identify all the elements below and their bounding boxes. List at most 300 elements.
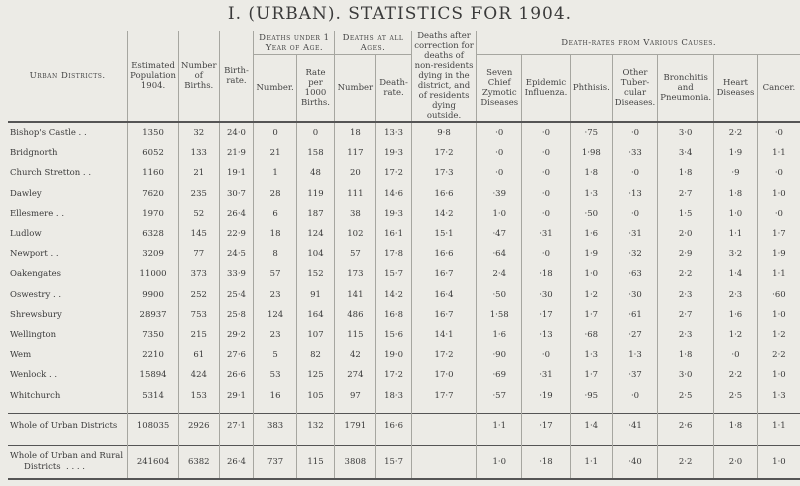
population-cell: 11000 (128, 264, 179, 284)
births-cell: 61 (179, 345, 220, 365)
births-cell: 32 (179, 122, 220, 143)
births-cell: 235 (179, 184, 220, 204)
tubercular-rate-cell: ·63 (612, 264, 657, 284)
corrected-rate-cell: 14·2 (411, 204, 477, 224)
district-name: Bridgnorth (10, 148, 58, 159)
corrected-rate-cell: 9·8 (411, 122, 477, 143)
phthisis-rate-cell: 1·7 (570, 365, 612, 385)
population-cell: 5314 (128, 385, 179, 405)
corrected-rate-cell: 16·7 (411, 305, 477, 325)
infant-deaths-cell: 1 (254, 163, 296, 183)
table-row (8, 143, 800, 163)
influenza-rate-cell: ·19 (522, 385, 571, 405)
cancer-rate-cell: ·0 (774, 128, 783, 139)
births-cell: 373 (179, 264, 220, 284)
grand-total-births: 6382 (179, 445, 220, 479)
header-births: Number of Births. (179, 31, 220, 122)
district-name: Whitchurch (10, 390, 61, 401)
header-phthisis: Phthisis. (570, 55, 612, 122)
grand-total-name (8, 445, 128, 479)
births-cell: 145 (179, 224, 220, 244)
phthisis-rate-cell: ·50 (570, 204, 612, 224)
corrected-rate-cell: 17·0 (411, 365, 477, 385)
death-rate-cell: 17·2 (376, 365, 411, 385)
table-body (8, 122, 800, 406)
infant-deaths-cell: 28 (254, 184, 296, 204)
births-cell: 753 (179, 305, 220, 325)
grand-total-deaths-number: 3808 (335, 445, 376, 479)
population-cell: 7350 (128, 325, 179, 345)
corrected-rate-cell: 16·6 (411, 184, 477, 204)
total-tubercular: ·41 (612, 413, 657, 438)
birth-rate-cell: 22·9 (219, 224, 254, 244)
tubercular-rate-cell: ·61 (612, 305, 657, 325)
grand-total-name-line2-text: Districts (24, 461, 61, 472)
phthisis-rate-cell: 1·3 (570, 345, 612, 365)
influenza-rate-cell: ·0 (522, 184, 571, 204)
births-cell: 215 (179, 325, 220, 345)
zymotic-rate-cell: 1·0 (477, 204, 522, 224)
phthisis-rate-cell: 1·2 (570, 285, 612, 305)
zymotic-rate-cell: ·39 (477, 184, 522, 204)
bronchitis-rate-cell: 2·3 (658, 285, 714, 305)
table-row (8, 345, 800, 365)
table-row (8, 163, 800, 183)
district-name-cell (8, 204, 128, 224)
district-name: Bishop's Castle . . (10, 128, 87, 139)
district-name: Oakengates (10, 269, 62, 280)
heart-rate-cell: ·9 (714, 163, 758, 183)
total-corrected (411, 413, 477, 438)
deaths-cell: 18 (335, 122, 376, 143)
death-rate-cell: 19·3 (376, 204, 411, 224)
district-name: Newport . . (10, 249, 59, 260)
birth-rate-cell: 27·6 (219, 345, 254, 365)
cancer-rate-cell: 1·3 (772, 390, 786, 401)
population-cell: 15894 (128, 365, 179, 385)
death-rate-cell: 18·3 (376, 385, 411, 405)
phthisis-rate-cell: 1·0 (570, 264, 612, 284)
header-death-rate: Death-rate. (376, 55, 411, 122)
deaths-cell: 117 (335, 143, 376, 163)
cancer-rate-cell: 2·2 (772, 350, 786, 361)
phthisis-rate-cell: ·75 (570, 122, 612, 143)
header-death-rates-causes: Death-rates from Various Causes. (477, 31, 800, 55)
infant-deaths-cell: 23 (254, 285, 296, 305)
births-cell: 21 (179, 163, 220, 183)
total-zymotic: 1·1 (477, 413, 522, 438)
header-birth-rate: Birth-rate. (219, 31, 254, 122)
phthisis-rate-cell: ·68 (570, 325, 612, 345)
birth-rate-cell: 26·6 (219, 365, 254, 385)
total-infant-rate: 132 (296, 413, 335, 438)
phthisis-rate-cell: 1·9 (570, 244, 612, 264)
tubercular-rate-cell: ·37 (612, 365, 657, 385)
births-cell: 77 (179, 244, 220, 264)
grand-total-bronchitis: 2·2 (658, 445, 714, 479)
table-row (8, 365, 800, 385)
total-deaths-number: 1791 (335, 413, 376, 438)
death-rate-cell: 15·6 (376, 325, 411, 345)
table-row (8, 285, 800, 305)
cancer-rate-cell: ·60 (772, 289, 786, 300)
births-cell: 424 (179, 365, 220, 385)
heart-rate-cell: 1·9 (714, 143, 758, 163)
grand-total-death-rate: 15·7 (376, 445, 411, 479)
phthisis-rate-cell: 1·6 (570, 224, 612, 244)
influenza-rate-cell: ·31 (522, 224, 571, 244)
district-name: Ellesmere . . (10, 208, 65, 219)
corrected-rate-cell: 16·6 (411, 244, 477, 264)
death-rate-cell: 16·1 (376, 224, 411, 244)
heart-rate-cell: 1·4 (714, 264, 758, 284)
phthisis-rate-cell: 1·98 (570, 143, 612, 163)
vital-statistics-table (8, 31, 800, 480)
district-name: Ludlow (10, 229, 42, 240)
zymotic-rate-cell: ·57 (477, 385, 522, 405)
bronchitis-rate-cell: 3·0 (658, 365, 714, 385)
infant-rate-cell: 105 (296, 385, 335, 405)
table-row (8, 224, 800, 244)
cancer-rate-cell: ·0 (774, 168, 783, 179)
heart-rate-cell: 1·6 (714, 305, 758, 325)
total-death-rate: 16·6 (376, 413, 411, 438)
population-cell: 9900 (128, 285, 179, 305)
cancer-rate-cell: 1·0 (772, 309, 786, 320)
influenza-rate-cell: ·13 (522, 325, 571, 345)
phthisis-rate-cell: 1·8 (570, 163, 612, 183)
deaths-cell: 111 (335, 184, 376, 204)
tubercular-rate-cell: ·0 (612, 385, 657, 405)
phthisis-rate-cell: 1·3 (570, 184, 612, 204)
phthisis-rate-cell: 1·7 (570, 305, 612, 325)
infant-rate-cell: 119 (296, 184, 335, 204)
influenza-rate-cell: ·0 (522, 204, 571, 224)
bronchitis-rate-cell: 2·2 (658, 264, 714, 284)
bronchitis-rate-cell: 2·9 (658, 244, 714, 264)
zymotic-rate-cell: ·90 (477, 345, 522, 365)
grand-total-name-line1: Whole of Urban and Rural (10, 450, 124, 461)
heart-rate-cell: 2·2 (714, 365, 758, 385)
births-cell: 252 (179, 285, 220, 305)
deaths-cell: 97 (335, 385, 376, 405)
infant-rate-cell: 48 (296, 163, 335, 183)
influenza-rate-cell: ·30 (522, 285, 571, 305)
header-bronchitis: Bronchitis and Pneumonia. (658, 55, 714, 122)
zymotic-rate-cell: 2·4 (477, 264, 522, 284)
death-rate-cell: 19·3 (376, 143, 411, 163)
bronchitis-rate-cell: 2·0 (658, 224, 714, 244)
table-row (8, 204, 800, 224)
cancer-rate-cell: 1·2 (772, 329, 786, 340)
cancer-rate-cell: 1·1 (772, 148, 786, 159)
infant-rate-cell: 104 (296, 244, 335, 264)
heart-rate-cell: 2·3 (714, 285, 758, 305)
births-cell: 52 (179, 204, 220, 224)
district-name-cell (8, 264, 128, 284)
heart-rate-cell: ·0 (714, 345, 758, 365)
bronchitis-rate-cell: 2·5 (658, 385, 714, 405)
heart-rate-cell: 1·1 (714, 224, 758, 244)
birth-rate-cell: 25·8 (219, 305, 254, 325)
birth-rate-cell: 29·1 (219, 385, 254, 405)
population-cell: 6052 (128, 143, 179, 163)
grand-total-phthisis: 1·1 (570, 445, 612, 479)
grand-total-name-line2 (10, 462, 125, 473)
death-rate-cell: 16·8 (376, 305, 411, 325)
phthisis-rate-cell: ·95 (570, 385, 612, 405)
district-name: Wenlock . . (10, 370, 58, 381)
population-cell: 2210 (128, 345, 179, 365)
infant-deaths-cell: 18 (254, 224, 296, 244)
total-bronchitis: 2·6 (658, 413, 714, 438)
grand-total-zymotic: 1·0 (477, 445, 522, 479)
heart-rate-cell: 3·2 (714, 244, 758, 264)
tubercular-rate-cell: ·32 (612, 244, 657, 264)
district-name-cell (8, 184, 128, 204)
cancer-rate-cell: 1·0 (772, 370, 786, 381)
bronchitis-rate-cell: 2·7 (658, 184, 714, 204)
grand-total-corrected (411, 445, 477, 479)
district-name-cell (8, 325, 128, 345)
zymotic-rate-cell: ·0 (477, 143, 522, 163)
header-deaths-all-ages: Deaths at all Ages. (335, 31, 411, 55)
district-name-cell (8, 285, 128, 305)
grand-total-pop: 241604 (128, 445, 179, 479)
deaths-cell: 274 (335, 365, 376, 385)
infant-deaths-cell: 124 (254, 305, 296, 325)
header-corrected-deaths: Deaths after correction for deaths of non-residents dying in the district, and of residents dying outside. (411, 31, 477, 122)
total-infant-number: 383 (254, 413, 296, 438)
population-cell: 1160 (128, 163, 179, 183)
corrected-rate-cell: 17·2 (411, 143, 477, 163)
infant-rate-cell: 107 (296, 325, 335, 345)
corrected-rate-cell: 17·2 (411, 345, 477, 365)
bronchitis-rate-cell: 1·5 (658, 204, 714, 224)
header-deaths-under-1: Deaths under 1 Year of Age. (254, 31, 335, 55)
header-zymotic: Seven Chief Zymotic Diseases (477, 55, 522, 122)
bronchitis-rate-cell: 3·4 (658, 143, 714, 163)
infant-deaths-cell: 8 (254, 244, 296, 264)
header-infant-rate: Rate per 1000 Births. (296, 55, 335, 122)
infant-rate-cell: 91 (296, 285, 335, 305)
deaths-cell: 20 (335, 163, 376, 183)
grand-total-infant-number: 737 (254, 445, 296, 479)
births-cell: 153 (179, 385, 220, 405)
death-rate-cell: 19·0 (376, 345, 411, 365)
grand-total-birth-rate: 26·4 (219, 445, 254, 479)
corrected-rate-cell: 17·3 (411, 163, 477, 183)
header-tubercular: Other Tuber-cular Diseases. (612, 55, 657, 122)
zymotic-rate-cell: 1·6 (477, 325, 522, 345)
population-cell: 1350 (128, 122, 179, 143)
district-name-cell (8, 365, 128, 385)
tubercular-rate-cell: ·0 (612, 163, 657, 183)
birth-rate-cell: 29·2 (219, 325, 254, 345)
total-row-urban-rural (8, 445, 800, 479)
grand-total-heart: 2·0 (714, 445, 758, 479)
district-name-cell (8, 143, 128, 163)
bronchitis-rate-cell: 3·0 (658, 122, 714, 143)
district-name-cell (8, 244, 128, 264)
district-name: Oswestry . . (10, 289, 62, 300)
tubercular-rate-cell: ·13 (612, 184, 657, 204)
corrected-rate-cell: 15·1 (411, 224, 477, 244)
death-rate-cell: 17·8 (376, 244, 411, 264)
deaths-cell: 115 (335, 325, 376, 345)
district-name-cell (8, 122, 128, 143)
district-name: Dawley (10, 188, 42, 199)
total-name: Whole of Urban Districts (8, 413, 128, 438)
total-cancer: 1·1 (757, 413, 800, 438)
header-population: Estimated Population 1904. (128, 31, 179, 122)
bronchitis-rate-cell: 1·8 (658, 163, 714, 183)
infant-deaths-cell: 53 (254, 365, 296, 385)
cancer-rate-cell: 1·0 (772, 188, 786, 199)
district-name-cell (8, 345, 128, 365)
header-district: Urban Districts. (8, 31, 128, 122)
table-row (8, 385, 800, 405)
tubercular-rate-cell: ·31 (612, 224, 657, 244)
birth-rate-cell: 30·7 (219, 184, 254, 204)
cancer-rate-cell: 1·1 (772, 269, 786, 280)
corrected-rate-cell: 16·7 (411, 264, 477, 284)
district-name: Shrewsbury (10, 309, 62, 320)
death-rate-cell: 14·6 (376, 184, 411, 204)
birth-rate-cell: 25·4 (219, 285, 254, 305)
cancer-rate-cell: ·0 (774, 208, 783, 219)
birth-rate-cell: 26·4 (219, 204, 254, 224)
deaths-cell: 173 (335, 264, 376, 284)
tubercular-rate-cell: ·0 (612, 204, 657, 224)
infant-rate-cell: 187 (296, 204, 335, 224)
corrected-rate-cell: 16·4 (411, 285, 477, 305)
table-row (8, 305, 800, 325)
corrected-rate-cell: 17·7 (411, 385, 477, 405)
infant-deaths-cell: 6 (254, 204, 296, 224)
zymotic-rate-cell: 1·58 (477, 305, 522, 325)
cancer-rate-cell: 1·7 (772, 229, 786, 240)
tubercular-rate-cell: ·33 (612, 143, 657, 163)
infant-deaths-cell: 21 (254, 143, 296, 163)
zymotic-rate-cell: ·69 (477, 365, 522, 385)
table-row (8, 325, 800, 345)
zymotic-rate-cell: ·50 (477, 285, 522, 305)
infant-deaths-cell: 5 (254, 345, 296, 365)
birth-rate-cell: 33·9 (219, 264, 254, 284)
total-row-urban (8, 413, 800, 438)
infant-deaths-cell: 23 (254, 325, 296, 345)
population-cell: 7620 (128, 184, 179, 204)
deaths-cell: 486 (335, 305, 376, 325)
total-births: 2926 (179, 413, 220, 438)
heart-rate-cell: 1·0 (714, 204, 758, 224)
influenza-rate-cell: ·31 (522, 365, 571, 385)
death-rate-cell: 14·2 (376, 285, 411, 305)
bronchitis-rate-cell: 2·3 (658, 325, 714, 345)
heart-rate-cell: 2·2 (714, 122, 758, 143)
birth-rate-cell: 24·0 (219, 122, 254, 143)
deaths-cell: 141 (335, 285, 376, 305)
births-cell: 133 (179, 143, 220, 163)
infant-rate-cell: 164 (296, 305, 335, 325)
district-name: Church Stretton . . (10, 168, 92, 179)
tubercular-rate-cell: 1·3 (612, 345, 657, 365)
table-row (8, 184, 800, 204)
district-name: Wem (10, 350, 32, 361)
zymotic-rate-cell: ·0 (477, 122, 522, 143)
influenza-rate-cell: ·0 (522, 244, 571, 264)
influenza-rate-cell: ·0 (522, 345, 571, 365)
birth-rate-cell: 24·5 (219, 244, 254, 264)
grand-total-tubercular: ·40 (612, 445, 657, 479)
population-cell: 1970 (128, 204, 179, 224)
deaths-cell: 102 (335, 224, 376, 244)
heart-rate-cell: 1·2 (714, 325, 758, 345)
grand-total-cancer: 1·0 (757, 445, 800, 479)
district-name-cell (8, 305, 128, 325)
header-cancer: Cancer. (757, 55, 800, 122)
total-epidemic: ·17 (522, 413, 571, 438)
infant-rate-cell: 124 (296, 224, 335, 244)
deaths-cell: 57 (335, 244, 376, 264)
influenza-rate-cell: ·0 (522, 143, 571, 163)
header-epidemic-influenza: Epidemic Influenza. (522, 55, 571, 122)
death-rate-cell: 17·2 (376, 163, 411, 183)
total-pop: 108035 (128, 413, 179, 438)
influenza-rate-cell: ·18 (522, 264, 571, 284)
influenza-rate-cell: ·17 (522, 305, 571, 325)
cancer-rate-cell: 1·9 (772, 249, 786, 260)
death-rate-cell: 13·3 (376, 122, 411, 143)
heart-rate-cell: 2·5 (714, 385, 758, 405)
corrected-rate-cell: 14·1 (411, 325, 477, 345)
population-cell: 28937 (128, 305, 179, 325)
header-deaths-number: Number (335, 55, 376, 122)
infant-deaths-cell: 57 (254, 264, 296, 284)
total-birth-rate: 27·1 (219, 413, 254, 438)
infant-rate-cell: 82 (296, 345, 335, 365)
deaths-cell: 38 (335, 204, 376, 224)
table-row (8, 264, 800, 284)
heart-rate-cell: 1·8 (714, 184, 758, 204)
grand-total-leader-dots: . . . . (66, 461, 85, 472)
grand-total-epidemic: ·18 (522, 445, 571, 479)
birth-rate-cell: 19·1 (219, 163, 254, 183)
zymotic-rate-cell: ·0 (477, 163, 522, 183)
influenza-rate-cell: ·0 (522, 163, 571, 183)
header-infant-number: Number. (254, 55, 296, 122)
page-title: I. (URBAN). STATISTICS FOR 1904. (227, 4, 573, 24)
district-name-cell (8, 224, 128, 244)
infant-rate-cell: 158 (296, 143, 335, 163)
total-phthisis: 1·4 (570, 413, 612, 438)
district-name-cell (8, 163, 128, 183)
total-heart: 1·8 (714, 413, 758, 438)
bronchitis-rate-cell: 2·7 (658, 305, 714, 325)
table-row (8, 244, 800, 264)
infant-deaths-cell: 0 (254, 122, 296, 143)
zymotic-rate-cell: ·47 (477, 224, 522, 244)
influenza-rate-cell: ·0 (522, 122, 571, 143)
death-rate-cell: 15·7 (376, 264, 411, 284)
grand-total-infant-rate: 115 (296, 445, 335, 479)
population-cell: 3209 (128, 244, 179, 264)
infant-rate-cell: 125 (296, 365, 335, 385)
zymotic-rate-cell: ·64 (477, 244, 522, 264)
header-heart: Heart Diseases (714, 55, 758, 122)
population-cell: 6328 (128, 224, 179, 244)
